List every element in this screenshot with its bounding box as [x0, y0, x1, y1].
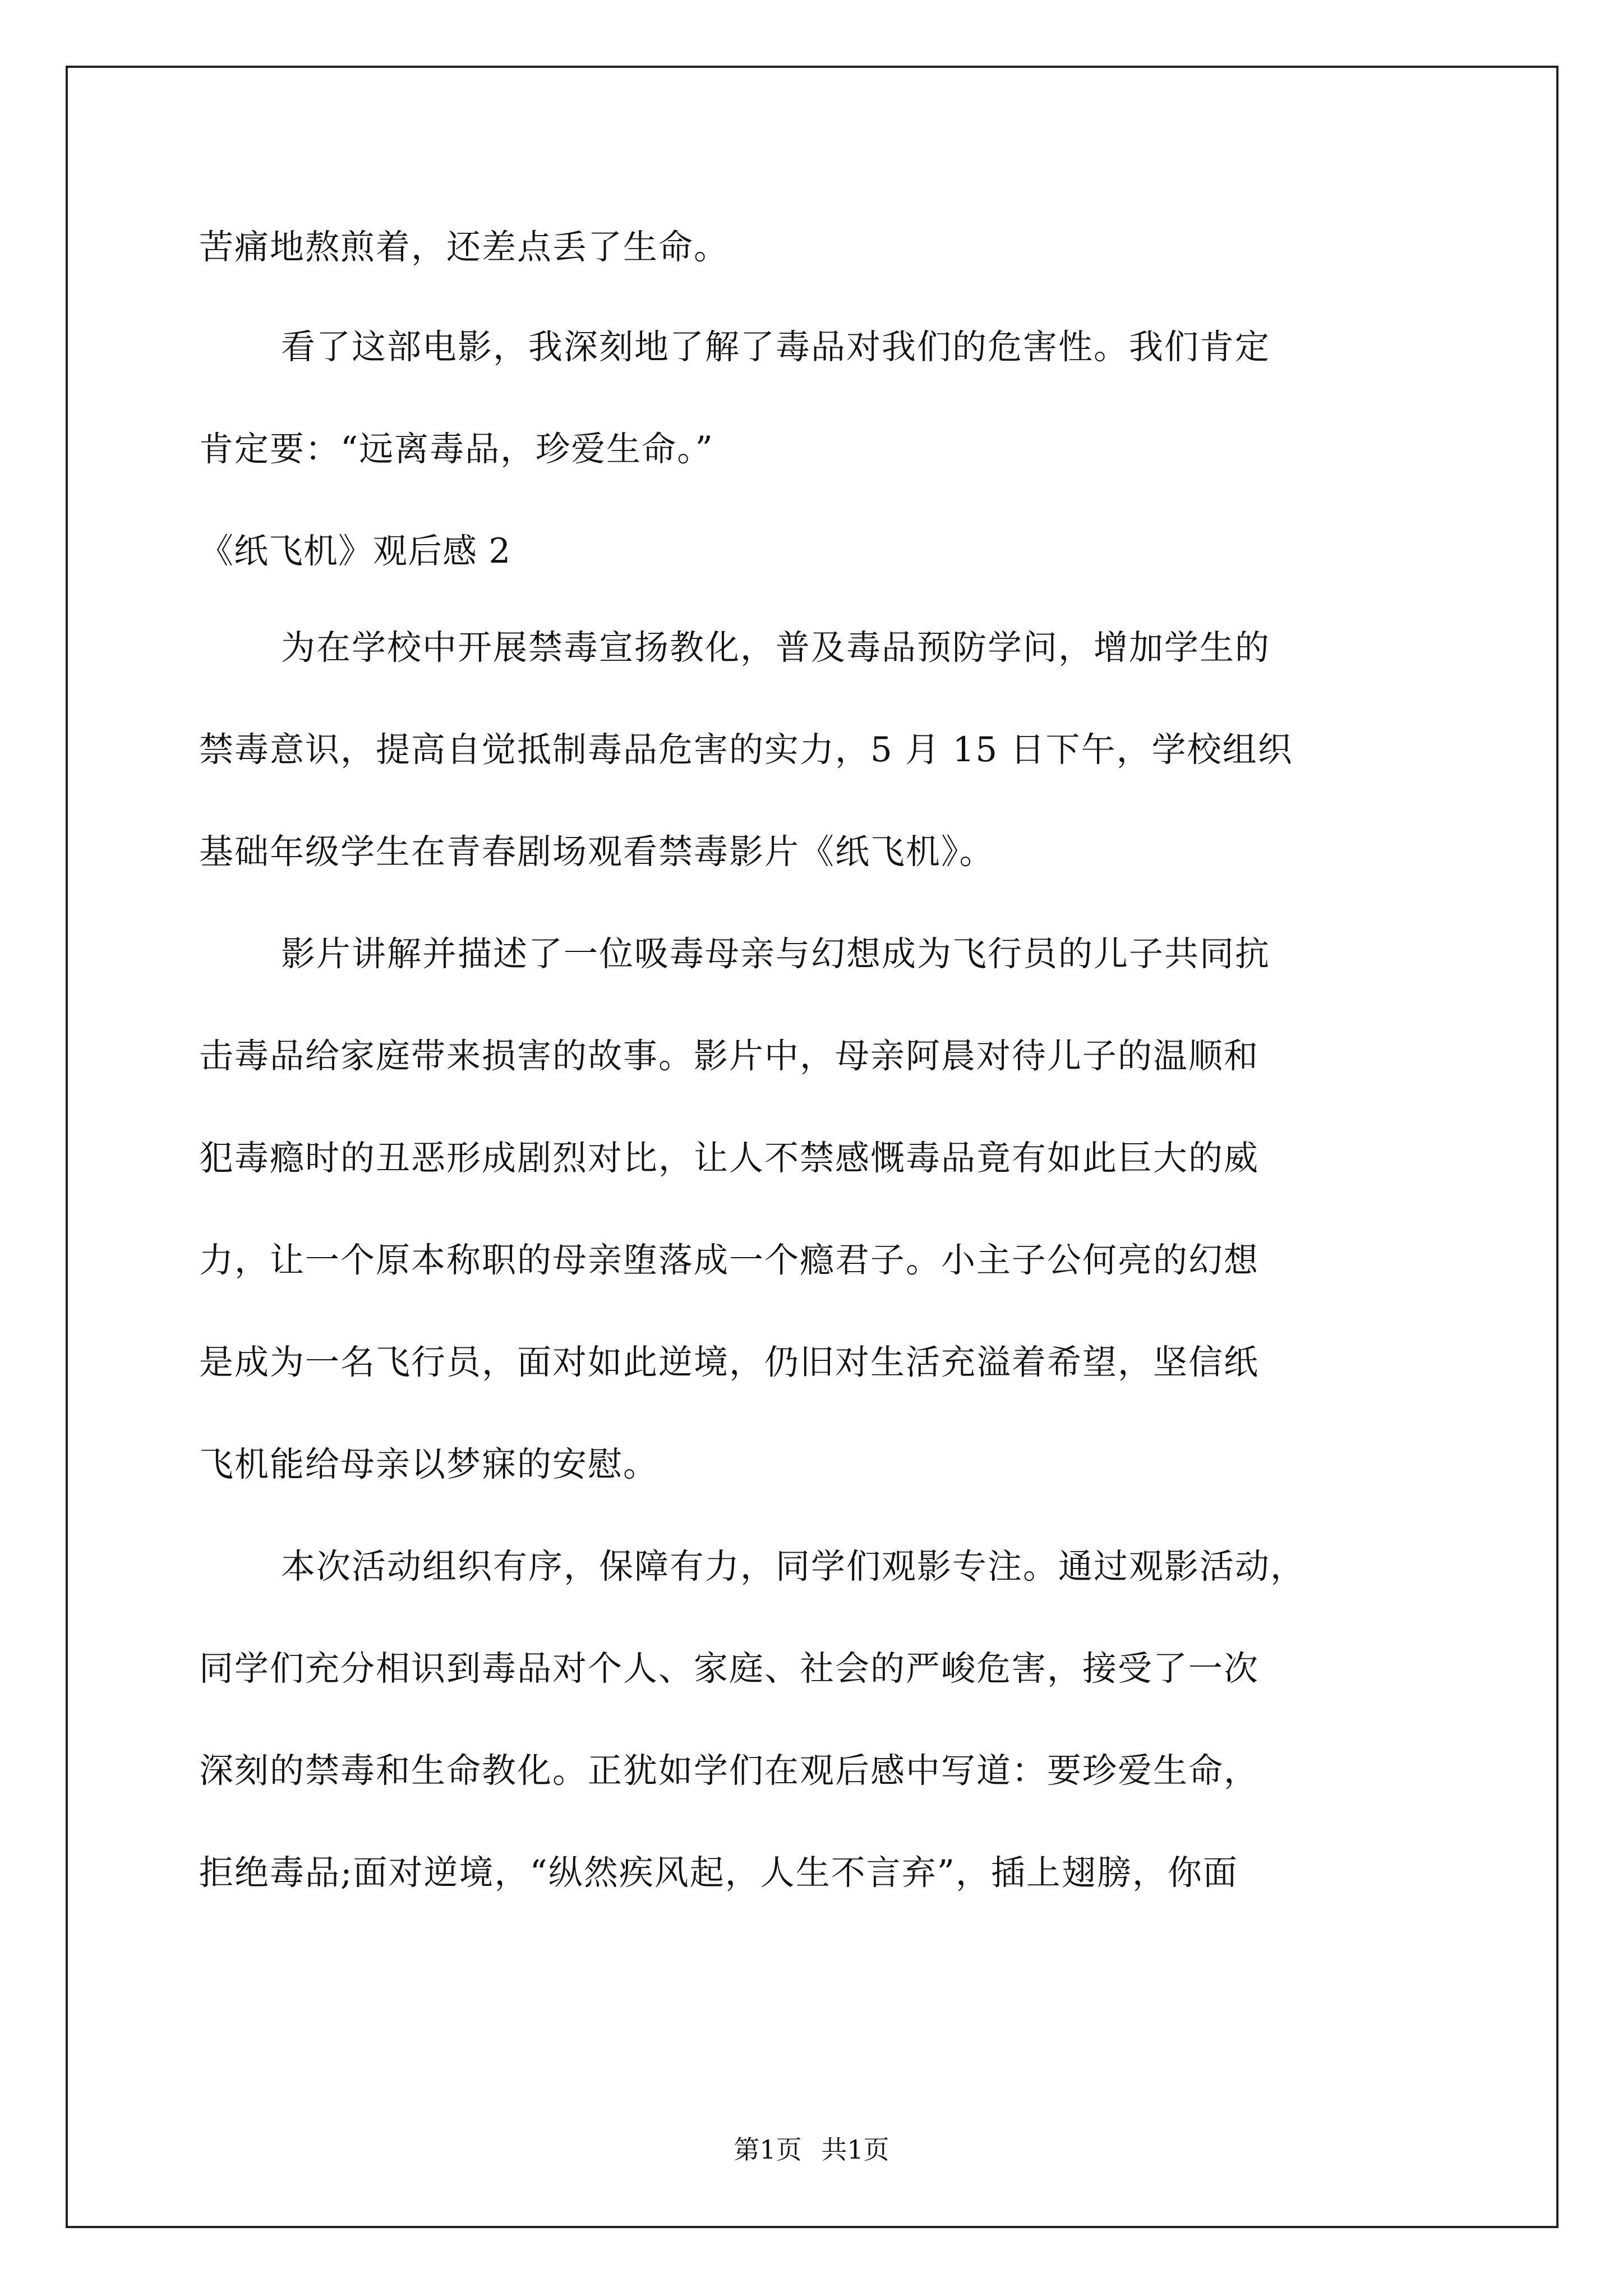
paragraph-line: 飞机能给母亲以梦寐的安慰。 — [199, 1444, 659, 1484]
paragraph-line: 力，让一个原本称职的母亲堕落成一个瘾君子。小主子公何亮的幻想 — [199, 1240, 1260, 1280]
paragraph-line: 为在学校中开展禁毒宣扬教化，普及毒品预防学问，增加学生的 — [281, 628, 1271, 668]
paragraph-line: 基础年级学生在青春剧场观看禁毒影片《纸飞机》。 — [199, 832, 995, 872]
paragraph-line: 同学们充分相识到毒品对个人、家庭、社会的严峻危害，接受了一次 — [199, 1649, 1260, 1688]
paragraph-line: 影片讲解并描述了一位吸毒母亲与幻想成为飞行员的儿子共同抗 — [281, 934, 1271, 974]
section-heading: 《纸飞机》观后感 2 — [199, 531, 511, 571]
paragraph-line: 犯毒瘾时的丑恶形成剧烈对比，让人不禁感慨毒品竟有如此巨大的威 — [199, 1138, 1260, 1178]
paragraph-line: 肯定要：“远离毒品，珍爱生命。” — [199, 429, 714, 469]
paragraph-line: 深刻的禁毒和生命教化。正犹如学们在观后感中写道：要珍爱生命， — [199, 1751, 1260, 1791]
paragraph-line: 是成为一名飞行员，面对如此逆境，仍旧对生活充溢着希望，坚信纸 — [199, 1342, 1260, 1382]
paragraph-line: 本次活动组织有序，保障有力，同学们观影专注。通过观影活动， — [281, 1547, 1306, 1586]
paragraph-line: 苦痛地熬煎着，还差点丢了生命。 — [199, 227, 730, 267]
page-footer — [0, 2133, 1623, 2166]
page-number: 第1页 — [734, 2134, 802, 2165]
paragraph-line: 看了这部电影，我深刻地了解了毒品对我们的危害性。我们肯定 — [281, 327, 1271, 367]
page-total: 共1页 — [821, 2134, 889, 2165]
paragraph-line: 拒绝毒品;面对逆境，“纵然疾风起，人生不言弃”，插上翅膀，你面 — [199, 1853, 1238, 1893]
document-body — [199, 222, 1427, 1949]
paragraph-line: 禁毒意识，提高自觉抵制毒品危害的实力，5 月 15 日下午，学校组织 — [199, 730, 1293, 770]
paragraph-line: 击毒品给家庭带来损害的故事。影片中，母亲阿晨对待儿子的温顺和 — [199, 1036, 1260, 1076]
